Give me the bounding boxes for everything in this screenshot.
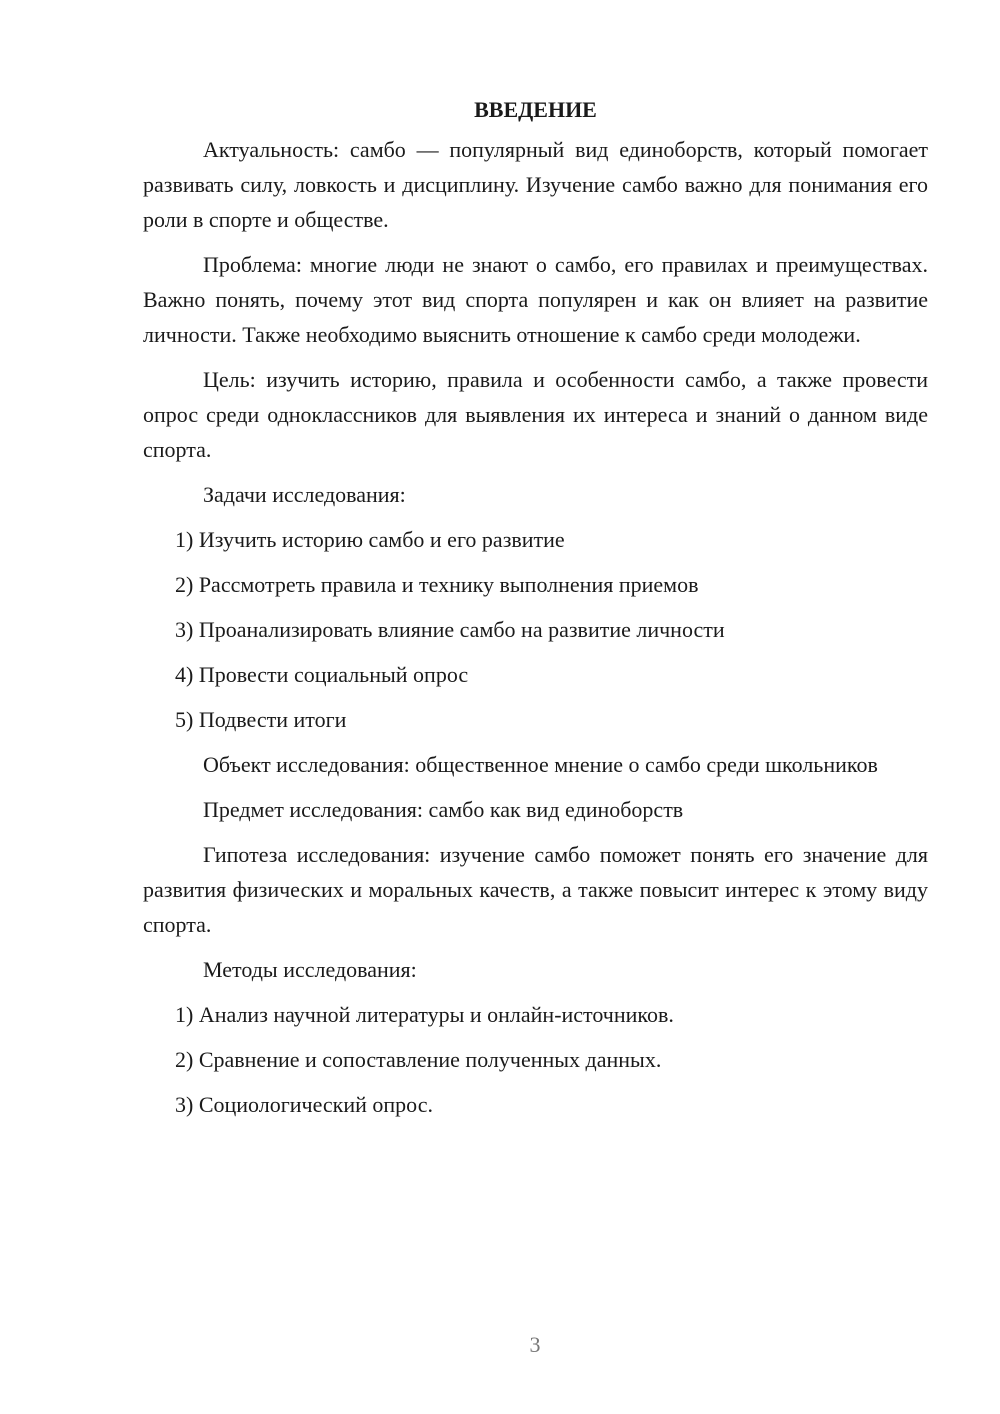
hypothesis-paragraph: Гипотеза исследования: изучение самбо поможет понять его значение для развития физических и моральных качеств, а также повысит интерес к этому виду спорта. bbox=[143, 842, 928, 937]
task-item: 5) Подвести итоги bbox=[175, 707, 347, 732]
section-title: ВВЕДЕНИЕ bbox=[474, 97, 597, 122]
method-item: 3) Социологический опрос. bbox=[175, 1092, 433, 1117]
task-item: 1) Изучить историю самбо и его развитие bbox=[175, 527, 565, 552]
page-number: 3 bbox=[529, 1332, 541, 1357]
goal-paragraph: Цель: изучить историю, правила и особенности самбо, а также провести опрос среди одноклассников для выявления их интереса и знаний о данном виде спорта. bbox=[143, 367, 928, 462]
document-page bbox=[143, 92, 928, 1132]
task-item: 3) Проанализировать влияние самбо на развитие личности bbox=[175, 617, 725, 642]
subject-paragraph: Предмет исследования: самбо как вид единоборств bbox=[203, 797, 684, 822]
problem-paragraph: Проблема: многие люди не знают о самбо, его правилах и преимуществах. Важно понять, почему этот вид спорта популярен и как он влияет на развитие личности. Также необходимо выяснить отношение к самбо среди молодежи. bbox=[143, 252, 928, 347]
relevance-paragraph: Актуальность: самбо — популярный вид единоборств, который помогает развивать силу, ловкость и дисциплину. Изучение самбо важно для понимания его роли в спорте и обществе. bbox=[143, 137, 928, 232]
method-item: 2) Сравнение и сопоставление полученных данных. bbox=[175, 1047, 662, 1072]
object-paragraph: Объект исследования: общественное мнение о самбо среди школьников bbox=[203, 752, 878, 777]
task-item: 2) Рассмотреть правила и технику выполнения приемов bbox=[175, 572, 699, 597]
methods-heading: Методы исследования: bbox=[203, 957, 417, 982]
method-item: 1) Анализ научной литературы и онлайн-источников. bbox=[175, 1002, 674, 1027]
tasks-heading: Задачи исследования: bbox=[203, 482, 406, 507]
task-item: 4) Провести социальный опрос bbox=[175, 662, 469, 687]
